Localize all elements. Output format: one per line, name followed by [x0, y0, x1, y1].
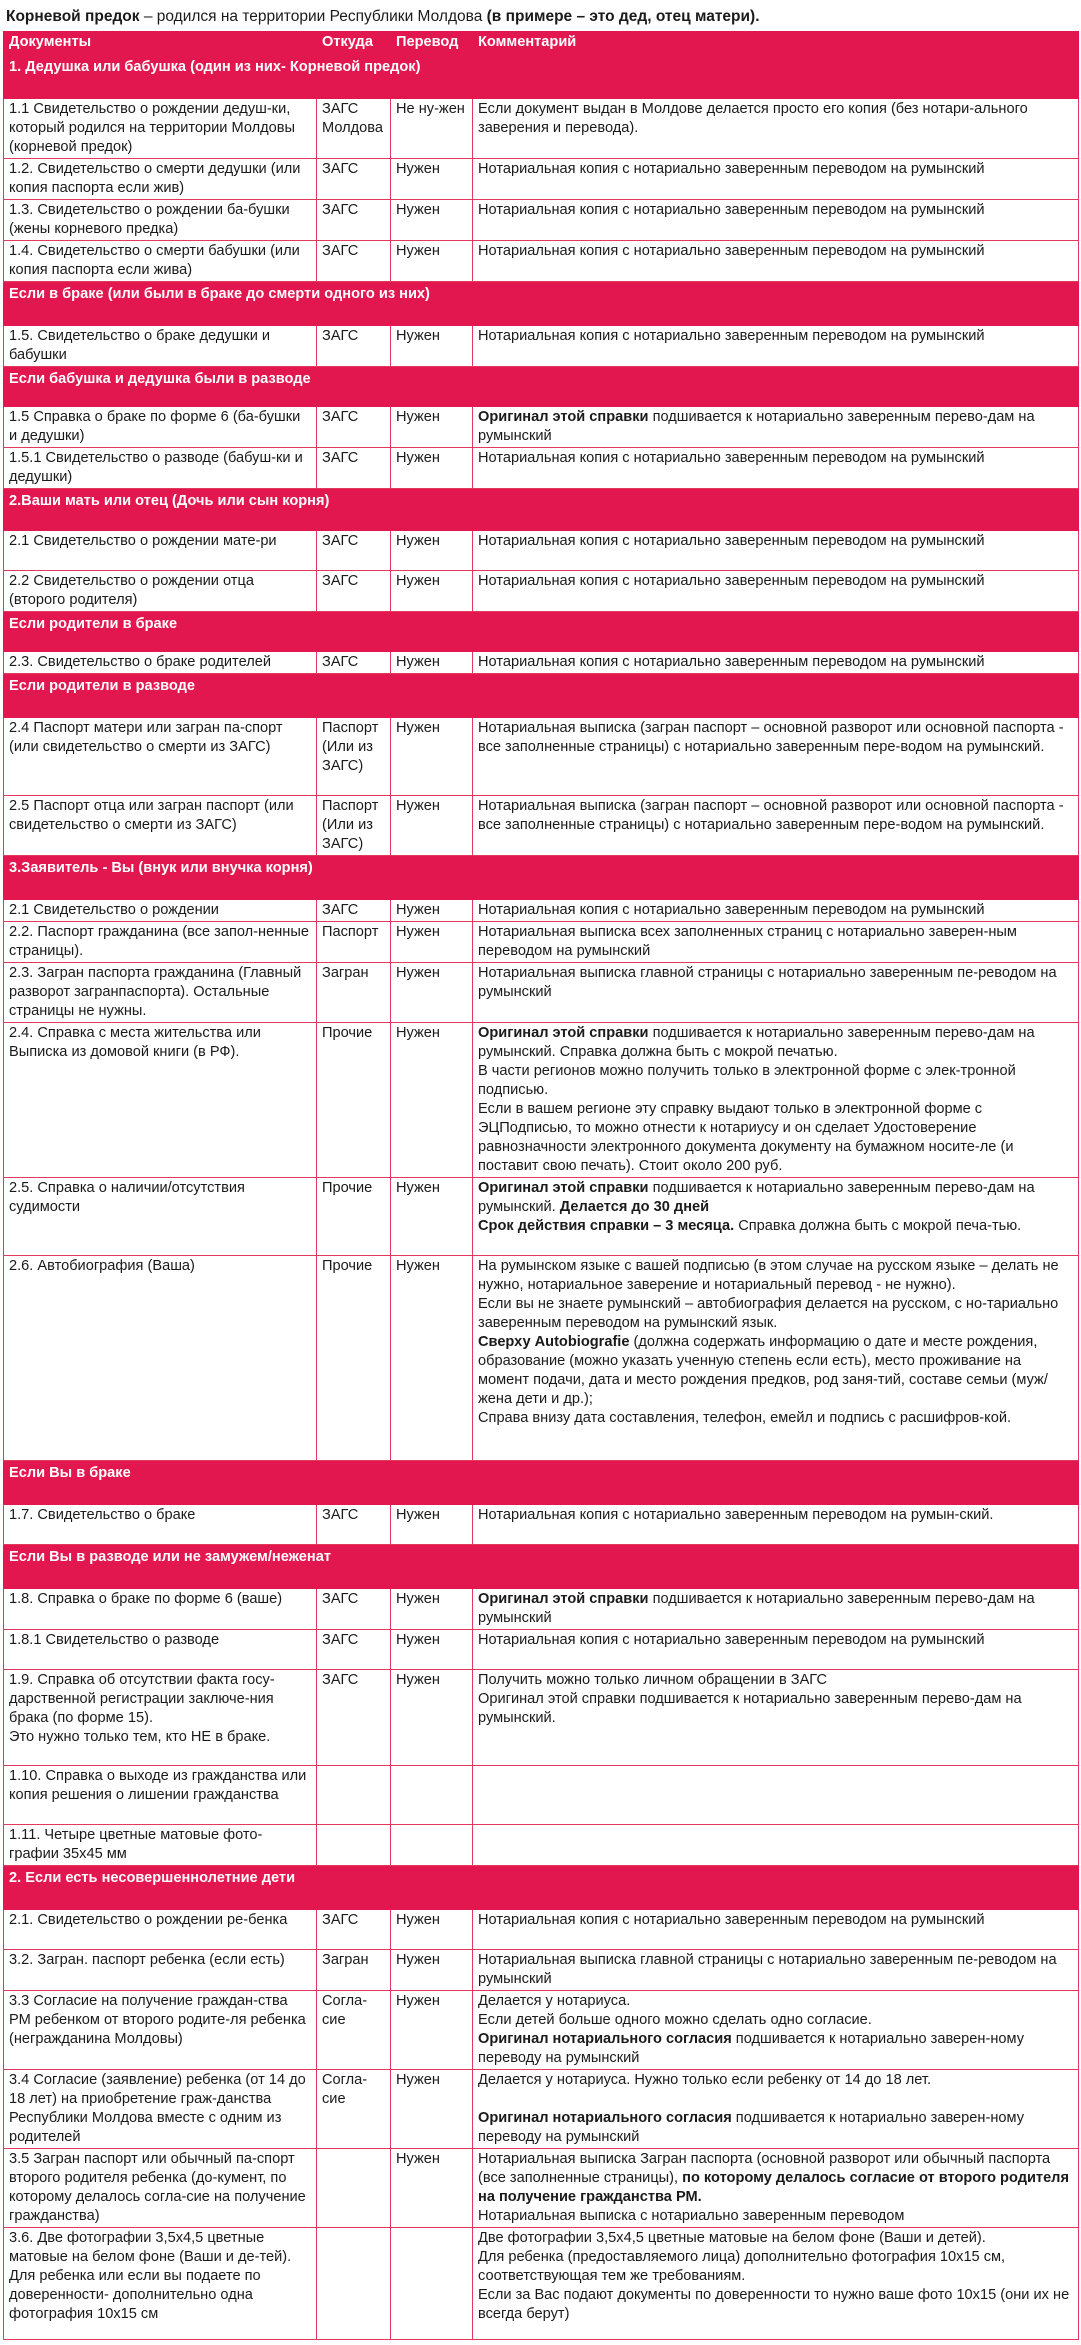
cell-from: ЗАГС [317, 1630, 391, 1670]
comment-line: Оригинал этой справки подшивается к нотариально заверенным перево-дам на румынский. [478, 1691, 1022, 1726]
cell-doc: 1.5. Свидетельство о браке дедушки и бабушки [4, 326, 317, 367]
comment-line: Получить можно только личном обращении в ЗАГС [478, 1672, 828, 1688]
cell-doc: 3.5 Загран паспорт или обычный па-спорт второго родителя ребенка (до-кумент, по которому делалось согла-сие на получение гражданства) [4, 2149, 317, 2228]
cell-translation: Нужен [391, 922, 473, 963]
table-row [4, 900, 1079, 922]
cell-from: ЗАГС [317, 1589, 391, 1630]
cell-comment [473, 1991, 1079, 2070]
cell-comment [473, 2070, 1079, 2149]
cell-doc: 2.5. Справка о наличии/отсутствия судимости [4, 1178, 317, 1256]
cell-from: Прочие [317, 1256, 391, 1461]
table-row [4, 1256, 1079, 1461]
cell-comment [473, 1766, 1079, 1825]
cell-from: Согла-сие [317, 2070, 391, 2149]
cell-comment: Нотариальная копия с нотариально заверенным переводом на румынский [473, 200, 1079, 241]
cell-doc: 3.3 Согласие на получение граждан-ства РМ ребенком от второго родите-ля ребенка (негражданина Молдовы) [4, 1991, 317, 2070]
cell-from: ЗАГС [317, 159, 391, 200]
cell-translation: Нужен [391, 159, 473, 200]
table-row [4, 2149, 1079, 2228]
cell-doc: 2.2. Паспорт гражданина (все запол-ненные страницы). [4, 922, 317, 963]
cell-translation: Нужен [391, 200, 473, 241]
cell-from: ЗАГС [317, 900, 391, 922]
cell-translation: Нужен [391, 1178, 473, 1256]
table-row [4, 1670, 1079, 1766]
cell-translation: Нужен [391, 2070, 473, 2149]
comment-bold: Делается до 30 дней [559, 1199, 710, 1215]
cell-doc: 1.7. Свидетельство о браке [4, 1505, 317, 1545]
table-row [4, 571, 1079, 612]
cell-from: Прочие [317, 1023, 391, 1178]
table-header [4, 32, 1079, 55]
cell-doc: 2.2 Свидетельство о рождении отца (второго родителя) [4, 571, 317, 612]
table-row [4, 922, 1079, 963]
table-row [4, 241, 1079, 282]
cell-comment [473, 407, 1079, 448]
comment-line [478, 1179, 1074, 1217]
cell-from: Паспорт (Или из ЗАГС) [317, 796, 391, 856]
doc-line: 1.9. Справка об отсутствии факта госу-дарственной регистрации заключе-ния брака (по форме 15). [9, 1672, 275, 1726]
cell-from: ЗАГС [317, 241, 391, 282]
cell-translation: Нужен [391, 796, 473, 856]
section-row [4, 856, 1079, 900]
cell-from: ЗАГС [317, 200, 391, 241]
cell-doc: 1.5 Справка о браке по форме 6 (ба-бушки и дедушки) [4, 407, 317, 448]
section-row [4, 674, 1079, 718]
table-row [4, 1950, 1079, 1991]
comment-text: Нотариальная выписка Загран паспорта (основной разворот или обычный паспорта (все заполненные страницы), [478, 2151, 1051, 2186]
cell-comment: Нотариальная копия с нотариально заверенным переводом на румынский [473, 900, 1079, 922]
comment-line [478, 2109, 1074, 2147]
comment-text: подшивается к нотариально заверен-ному переводу на румынский [478, 2031, 1024, 2066]
cell-comment: Нотариальная копия с нотариально заверенным переводом на румынский [473, 326, 1079, 367]
comment-bold: Сверху Autobiografie [478, 1334, 630, 1350]
table-row [4, 200, 1079, 241]
cell-translation: Нужен [391, 1630, 473, 1670]
section-title: Если бабушка и дедушка были в разводе [9, 371, 311, 387]
cell-comment: Нотариальная копия с нотариально заверенным переводом на румын-ский. [473, 1505, 1079, 1545]
cell-from: Паспорт (Или из ЗАГС) [317, 718, 391, 796]
cell-doc: 2.5 Паспорт отца или загран паспорт (или свидетельство о смерти из ЗАГС) [4, 796, 317, 856]
cell-doc: 1.8.1 Свидетельство о разводе [4, 1630, 317, 1670]
cell-comment [473, 1256, 1079, 1461]
section-title: 3.Заявитель - Вы (внук или внучка корня) [9, 860, 313, 876]
comment-bold: Оригинал нотариального согласия [478, 2110, 732, 2126]
section-title: 2. Если есть несовершеннолетние дети [9, 1870, 296, 1886]
cell-translation: Нужен [391, 718, 473, 796]
cell-translation: Нужен [391, 448, 473, 489]
doc-line: Для ребенка или если вы подаете по доверенности- дополнительно одна фотография 10х15 см [9, 2268, 261, 2322]
cell-doc: 2.4. Справка с места жительства или Выписка из домовой книги (в РФ). [4, 1023, 317, 1178]
table-row [4, 796, 1079, 856]
comment-line: На румынском языке с вашей подписью (в этом случае на русском языке – делать не нужно, нотариальное заверение и нотариальный перевод - не нужно). [478, 1258, 1059, 1293]
table-row [4, 1825, 1079, 1866]
cell-from: ЗАГС [317, 652, 391, 674]
cell-doc [4, 2228, 317, 2340]
section-row [4, 1866, 1079, 1910]
table-row [4, 326, 1079, 367]
cell-doc: 1.11. Четыре цветные матовые фото-графии 35х45 мм [4, 1825, 317, 1866]
comment-line: Если за Вас подают документы по доверенности то нужно ваше фото 10х15 (они их не всегда берут) [478, 2287, 1070, 2322]
cell-from [317, 2228, 391, 2340]
cell-comment [473, 1825, 1079, 1866]
comment-bold: Оригинал этой справки [478, 1025, 649, 1041]
cell-from: ЗАГС [317, 407, 391, 448]
cell-doc: 2.3. Загран паспорта гражданина (Главный разворот загранпаспорта). Остальные страницы не нужны. [4, 963, 317, 1023]
cell-doc: 3.4 Согласие (заявление) ребенка (от 14 до 18 лет) на приобретение граж-данства Республики Молдова вместе с одним из родителей [4, 2070, 317, 2149]
header-documents: Документы [4, 32, 317, 55]
table-row [4, 1589, 1079, 1630]
table-row [4, 1910, 1079, 1950]
section-title: Если Вы в разводе или не замужем/неженат [9, 1549, 331, 1565]
section-title: Если Вы в браке [9, 1465, 131, 1481]
cell-comment: Нотариальная копия с нотариально заверенным переводом на румынский [473, 241, 1079, 282]
cell-from: ЗАГС [317, 571, 391, 612]
table-row [4, 718, 1079, 796]
cell-comment [473, 2228, 1079, 2340]
cell-from: ЗАГС [317, 1910, 391, 1950]
section-row [4, 612, 1079, 652]
comment-line [478, 2150, 1074, 2207]
cell-from: ЗАГС Молдова [317, 99, 391, 159]
comment-text: Справка должна быть с мокрой печа-тью. [734, 1218, 1022, 1234]
cell-translation: Нужен [391, 1505, 473, 1545]
cell-translation: Нужен [391, 531, 473, 571]
intro-text: – родился на территории Республики Молдова [139, 8, 487, 25]
section-row [4, 55, 1079, 99]
header-comment: Комментарий [473, 32, 1079, 55]
cell-comment: Нотариальная выписка (загран паспорт – основной разворот или основной паспорта - все заполненные страницы) с нотариально заверенным пере-водом на румынский. [473, 796, 1079, 856]
cell-doc: 1.5.1 Свидетельство о разводе (бабуш-ки и дедушки) [4, 448, 317, 489]
cell-translation [391, 1825, 473, 1866]
comment-text: подшивается к нотариально заверенным перево-дам на румынский. [478, 1180, 1035, 1215]
comment-line: Нотариальная выписка с нотариально заверенным переводом [478, 2208, 905, 2224]
cell-translation: Нужен [391, 407, 473, 448]
cell-translation [391, 1766, 473, 1825]
comment-line: Две фотографии 3,5х4,5 цветные матовые на белом фоне (Ваши и детей). [478, 2230, 986, 2246]
comment-line: Если детей больше одного можно сделать одно согласие. [478, 2012, 872, 2028]
section-title: 2.Ваши мать или отец (Дочь или сын корня) [9, 493, 330, 509]
table-row [4, 1505, 1079, 1545]
cell-doc: 1.2. Свидетельство о смерти дедушки (или копия паспорта если жив) [4, 159, 317, 200]
section-title: Если родители в браке [9, 616, 178, 632]
header-from: Откуда [317, 32, 391, 55]
cell-comment: Нотариальная копия с нотариально заверенным переводом на румынский [473, 571, 1079, 612]
cell-comment: Нотариальная копия с нотариально заверенным переводом на румынский [473, 448, 1079, 489]
cell-from: Паспорт [317, 922, 391, 963]
table-row [4, 531, 1079, 571]
cell-from: ЗАГС [317, 448, 391, 489]
comment-line [478, 1217, 1074, 1236]
cell-comment: Нотариальная копия с нотариально заверенным переводом на румынский [473, 1630, 1079, 1670]
cell-translation [391, 2228, 473, 2340]
cell-doc: 2.1 Свидетельство о рождении мате-ри [4, 531, 317, 571]
intro-note: (в примере – это дед, отец матери). [486, 8, 760, 25]
cell-comment: Нотариальная копия с нотариально заверенным переводом на румынский [473, 652, 1079, 674]
cell-translation: Нужен [391, 571, 473, 612]
table-row [4, 2070, 1079, 2149]
cell-comment [473, 1178, 1079, 1256]
section-row [4, 1545, 1079, 1589]
cell-translation: Нужен [391, 652, 473, 674]
cell-translation: Нужен [391, 2149, 473, 2228]
cell-translation: Нужен [391, 963, 473, 1023]
table-row [4, 99, 1079, 159]
comment-line [478, 2030, 1074, 2068]
section-row [4, 282, 1079, 326]
comment-bold: Срок действия справки – 3 месяца. [478, 1218, 735, 1234]
cell-comment [473, 1589, 1079, 1630]
cell-translation: Нужен [391, 241, 473, 282]
comment-line: Для ребенка (предоставляемого лица) дополнительно фотография 10х15 см, соответствующая тем же требованиям. [478, 2249, 1006, 2284]
comment-line: Если в вашем регионе эту справку выдают только в электронной форме с ЭЦПодписью, то можно отнести к нотариусу и он сделает Удостоверение равнозначности электронного документа документу на бумажном носите-ле (и поставит свою печать). Стоит около 200 руб. [478, 1101, 1014, 1174]
cell-doc: 1.8. Справка о браке по форме 6 (ваше) [4, 1589, 317, 1630]
cell-comment: Нотариальная выписка главной страницы с нотариально заверенным пе-реводом на румынский [473, 1950, 1079, 1991]
cell-from: ЗАГС [317, 1505, 391, 1545]
cell-comment: Нотариальная копия с нотариально заверенным переводом на румынский [473, 159, 1079, 200]
comment-text: подшивается к нотариально заверен-ному переводу на румынский [478, 2110, 1024, 2145]
header-translation: Перевод [391, 32, 473, 55]
comment-text: подшивается к нотариально заверенным перево-дам на румынский [478, 1591, 1035, 1626]
cell-translation: Нужен [391, 1670, 473, 1766]
cell-translation: Нужен [391, 1991, 473, 2070]
comment-line: Справа внизу дата составления, телефон, емейл и подпись с расшифров-кой. [478, 1410, 1012, 1426]
cell-comment: Нотариальная выписка (загран паспорт – основной разворот или основной паспорта - все заполненные страницы) с нотариально заверенным пере-водом на румынский. [473, 718, 1079, 796]
table-row [4, 407, 1079, 448]
table-row [4, 1766, 1079, 1825]
cell-from [317, 1825, 391, 1866]
comment-line: Делается у нотариуса. Нужно только если ребенку от 14 до 18 лет. [478, 2072, 932, 2088]
cell-doc: 2.6. Автобиография (Ваша) [4, 1256, 317, 1461]
cell-comment: Нотариальная выписка всех заполненных страниц с нотариально заверен-ным переводом на румынский [473, 922, 1079, 963]
section-row [4, 489, 1079, 531]
cell-translation: Нужен [391, 1950, 473, 1991]
intro-line [0, 4, 1081, 31]
table-row [4, 652, 1079, 674]
cell-comment: Нотариальная выписка главной страницы с нотариально заверенным пе-реводом на румынский [473, 963, 1079, 1023]
intro-term: Корневой предок [6, 8, 140, 25]
section-title: 1. Дедушка или бабушка (один из них- Корневой предок) [9, 59, 421, 75]
table-row [4, 1630, 1079, 1670]
cell-translation: Нужен [391, 326, 473, 367]
table-row [4, 963, 1079, 1023]
cell-doc: 1.4. Свидетельство о смерти бабушки (или копия паспорта если жива) [4, 241, 317, 282]
section-title: Если в браке (или были в браке до смерти одного из них) [9, 286, 430, 302]
comment-text: подшивается к нотариально заверенным перево-дам на румынский. Справка должна быть с мокрой печатью. [478, 1025, 1035, 1060]
cell-translation: Нужен [391, 1256, 473, 1461]
cell-comment [473, 1023, 1079, 1178]
cell-from [317, 1766, 391, 1825]
cell-doc: 2.1. Свидетельство о рождении ре-бенка [4, 1910, 317, 1950]
cell-doc: 1.3. Свидетельство о рождении ба-бушки (жены корневого предка) [4, 200, 317, 241]
comment-line: Делается у нотариуса. [478, 1993, 631, 2009]
cell-translation: Нужен [391, 900, 473, 922]
cell-comment: Нотариальная копия с нотариально заверенным переводом на румынский [473, 1910, 1079, 1950]
cell-comment: Если документ выдан в Молдове делается просто его копия (без нотари-ального заверения и перевода). [473, 99, 1079, 159]
cell-translation: Нужен [391, 1023, 473, 1178]
comment-bold: Оригинал этой справки [478, 1180, 649, 1196]
cell-doc: 2.4 Паспорт матери или загран па-спорт (или свидетельство о смерти из ЗАГС) [4, 718, 317, 796]
comment-text: (должна содержать информацию о дате и месте рождения, образование (можно указать ученную степень если есть), место проживание на момент подачи, дата и место рождения предков, род заня-тий, составе семьи (муж/жена дети и др.); [478, 1334, 1048, 1407]
cell-doc: 3.2. Загран. паспорт ребенка (если есть) [4, 1950, 317, 1991]
cell-from: ЗАГС [317, 1670, 391, 1766]
cell-doc: 1.1 Свидетельство о рождении дедуш-ки, который родился на территории Молдовы (корневой предок) [4, 99, 317, 159]
comment-line: В части регионов можно получить только в электронной форме с элек-тронной подписью. [478, 1063, 1016, 1098]
cell-from [317, 2149, 391, 2228]
section-title: Если родители в разводе [9, 678, 195, 694]
comment-bold: Оригинал этой справки [478, 409, 649, 425]
cell-from: ЗАГС [317, 531, 391, 571]
doc-line: 3.6. Две фотографии 3,5х4,5 цветные матовые на белом фоне (Ваши и де-тей). [9, 2230, 292, 2265]
table-row [4, 1991, 1079, 2070]
table-row [4, 1178, 1079, 1256]
comment-line [478, 1333, 1074, 1409]
section-row [4, 1461, 1079, 1505]
cell-comment [473, 1670, 1079, 1766]
comment-text: подшивается к нотариально заверенным перево-дам на румынский [478, 409, 1035, 444]
cell-from: Прочие [317, 1178, 391, 1256]
cell-translation: Нужен [391, 1589, 473, 1630]
cell-doc: 1.10. Справка о выходе из гражданства или копия решения о лишении гражданства [4, 1766, 317, 1825]
table-row [4, 2228, 1079, 2340]
comment-bold: Оригинал нотариального согласия [478, 2031, 732, 2047]
cell-from: Загран [317, 1950, 391, 1991]
table-row [4, 159, 1079, 200]
cell-translation: Нужен [391, 1910, 473, 1950]
cell-doc: 2.3. Свидетельство о браке родителей [4, 652, 317, 674]
cell-from: ЗАГС [317, 326, 391, 367]
documents-table [3, 31, 1079, 2340]
cell-comment: Нотариальная копия с нотариально заверенным переводом на румынский [473, 531, 1079, 571]
cell-from: Согла-сие [317, 1991, 391, 2070]
cell-from: Загран [317, 963, 391, 1023]
doc-line: Это нужно только тем, кто НЕ в браке. [9, 1729, 271, 1745]
table-row [4, 448, 1079, 489]
cell-translation: Не ну-жен [391, 99, 473, 159]
comment-bold: по которому делалось согласие от второго родителя на получение гражданства РМ. [478, 2170, 1069, 2205]
table-row [4, 1023, 1079, 1178]
cell-doc: 2.1 Свидетельство о рождении [4, 900, 317, 922]
cell-comment [473, 2149, 1079, 2228]
section-row [4, 367, 1079, 407]
cell-doc [4, 1670, 317, 1766]
comment-bold: Оригинал этой справки [478, 1591, 649, 1607]
comment-line [478, 1024, 1074, 1062]
comment-line: Если вы не знаете румынский – автобиография делается на русском, с но-тариально заверенным переводом на румынский язык. [478, 1296, 1059, 1331]
